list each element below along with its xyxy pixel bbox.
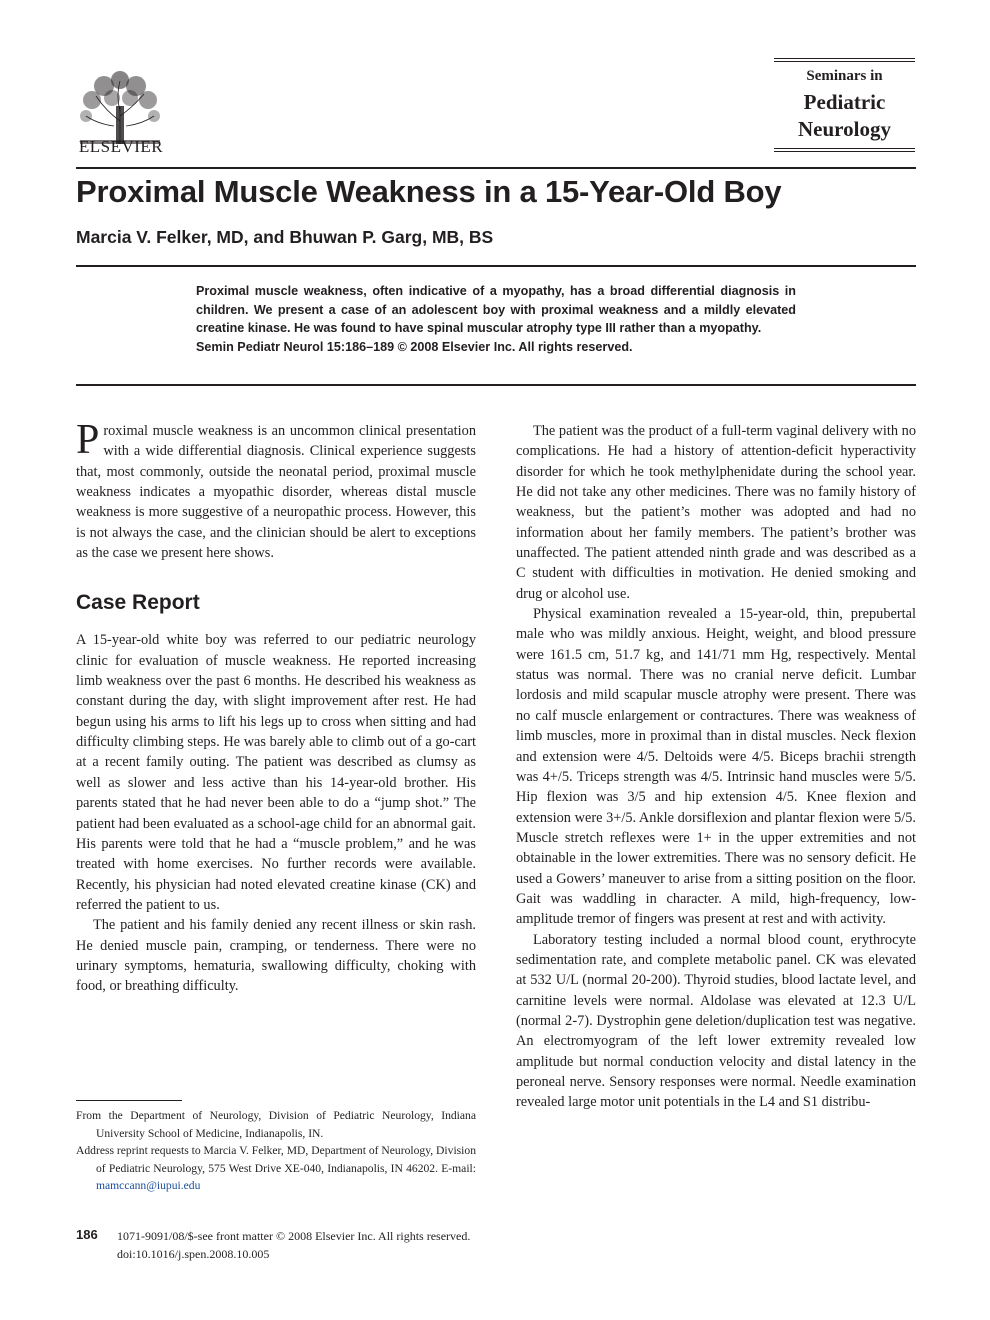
journal-title-line2: Neurology (798, 117, 891, 141)
email-link[interactable]: mamccann@iupui.edu (96, 1179, 201, 1192)
citation: Semin Pediatr Neurol 15:186–189 © 2008 Elsevier Inc. All rights reserved. (196, 340, 633, 355)
case-paragraph-2: The patient and his family denied any recent illness or skin rash. He denied muscle pain, cramping, or tenderness. There were no urinary symptoms, hematuria, swallowing difficulty, choking with food, or breathing difficulty. (76, 917, 476, 995)
footer (117, 1227, 470, 1263)
history-paragraph: The patient was the product of a full-term vaginal delivery with no complications. He had a history of attention-deficit hyperactivity disorder for which he took methylphenidate during the school year. He did not take any other medicines. There was no family history of weakness, but the patient’s mother was adopted and had no information about her family members. The patient’s brother was unaffected. The patient attended ninth grade and was described as a C student with difficulties in motivation. He denied smoking and drug or alcohol use. (516, 423, 916, 602)
abstract-text: Proximal muscle weakness, often indicative of a myopathy, has a broad differential diagnosis in children. We present a case of an adolescent boy with proximal weakness and a mildly elevated creatine kinase. He was found to have spinal muscular atrophy type III rather than a myopathy. (196, 284, 796, 336)
footnote (76, 1107, 476, 1195)
intro-paragraph (76, 417, 476, 563)
exam-paragraph: Physical examination revealed a 15-year-old, thin, prepubertal male who was mildly anxious. Height, weight, and blood pressure were 161.5 cm, 51.7 kg, and 141/71 mm Hg, respectively. Mental status was normal. There was no cranial nerve deficit. Lumbar lordosis and mild scapular muscle atrophy were present. There was no calf muscle enlargement or contractures. There was weakness of limb muscles, more in proximal than in distal muscles. Neck flexion and extension were 4/5. Deltoids were 4/5. Biceps brachii strength was 4+/5. Triceps strength was 4/5. Intrinsic hand muscles were 5/5. Hip flexion was 3/5 and hip extension 4/5. Knee flexion and extension were 3+/5. Ankle dorsiflexion and plantar flexion were 5/5. Muscle stretch reflexes were 1+ in the upper extremities and not obtainable in the lower extremities. There was no sensory deficit. He used a Gowers’ maneuver to arise from a sitting position on the floor. Gait was waddling in character. A mild, high-frequency, low-amplitude tremor of fingers was present at rest and with activity. (516, 606, 916, 928)
journal-title-line1: Pediatric (803, 90, 886, 114)
issn-line: 1071-9091/08/$-see front matter © 2008 Elsevier Inc. All rights reserved. (117, 1229, 471, 1243)
journal-series: Seminars in (806, 68, 883, 84)
abstract-top-rule (76, 265, 916, 267)
abstract (196, 282, 796, 357)
section-heading-case-report: Case Report (76, 591, 200, 615)
reprint-note (76, 1142, 476, 1195)
journal-title (774, 89, 915, 143)
page-number: 186 (76, 1227, 98, 1242)
affiliation-note: From the Department of Neurology, Division of Pediatric Neurology, Indiana University School of Medicine, Indianapolis, IN. (76, 1109, 476, 1140)
intro-text: roximal muscle weakness is an uncommon clinical presentation with a wide differential diagnosis. Clinical experience suggests that, most commonly, outside the neonatal period, proximal muscle weakness indicates a myopathic disorder, whereas distal muscle weakness is more suggestive of a neuropathic process. However, this is not always the case, and the clinician should be alert to exceptions as the case we present here shows. (76, 423, 476, 562)
doi-line[interactable]: doi:10.1016/j.spen.2008.10.005 (117, 1247, 270, 1261)
article-title: Proximal Muscle Weakness in a 15-Year-Old Boy (76, 174, 782, 209)
right-column (516, 421, 916, 1113)
publisher-name: ELSEVIER (78, 137, 164, 156)
abstract-bottom-rule (76, 384, 916, 386)
article-authors: Marcia V. Felker, MD, and Bhuwan P. Garg, MB, BS (76, 227, 494, 247)
left-column (76, 417, 476, 997)
journal-masthead (774, 58, 915, 152)
footnote-rule (76, 1100, 182, 1101)
drop-cap: P (76, 417, 100, 463)
header-rule (76, 167, 916, 169)
case-paragraph-1: A 15-year-old white boy was referred to our pediatric neurology clinic for evaluation of muscle weakness. He reported increasing limb weakness over the past 6 months. He described his weakness as constant during the day, with slight improvement after rest. He had begun using his arms to lift his legs up to cross when sitting and had difficulty climbing steps. He was barely able to climb out of a go-cart at a recent family outing. The patient was described as clumsy as well as slower and less active than his 14-year-old brother. His parents stated that he had never been able to do a “jump shot.” The patient had been evaluated as a school-age child for an abnormal gait. His parents were told that he had a “muscle problem,” and he was treated with home exercises. No further records were available. Recently, his physician had noted elevated creatine kinase (CK) and referred the patient to us. (76, 632, 476, 913)
lab-paragraph: Laboratory testing included a normal blood count, erythrocyte sedimentation rate, and complete metabolic panel. CK was elevated at 532 U/L (normal 20-200). Thyroid studies, blood lactate level, and carnitine levels were normal. Aldolase was elevated at 12.3 U/L (normal 2-7). Dystrophin gene deletion/duplication test was negative. An electromyogram of the left lower extremity revealed low amplitude but normal conduction velocity and distal latency in the peroneal nerve. Sensory responses were normal. Needle examination revealed large motor unit potentials in the L4 and S1 distribu- (516, 931, 916, 1111)
reprint-text: Address reprint requests to Marcia V. Felker, MD, Department of Neurology, Division of Pediatric Neurology, 575 West Drive XE-040, Indianapolis, IN 46202. E-mail: (76, 1144, 476, 1175)
